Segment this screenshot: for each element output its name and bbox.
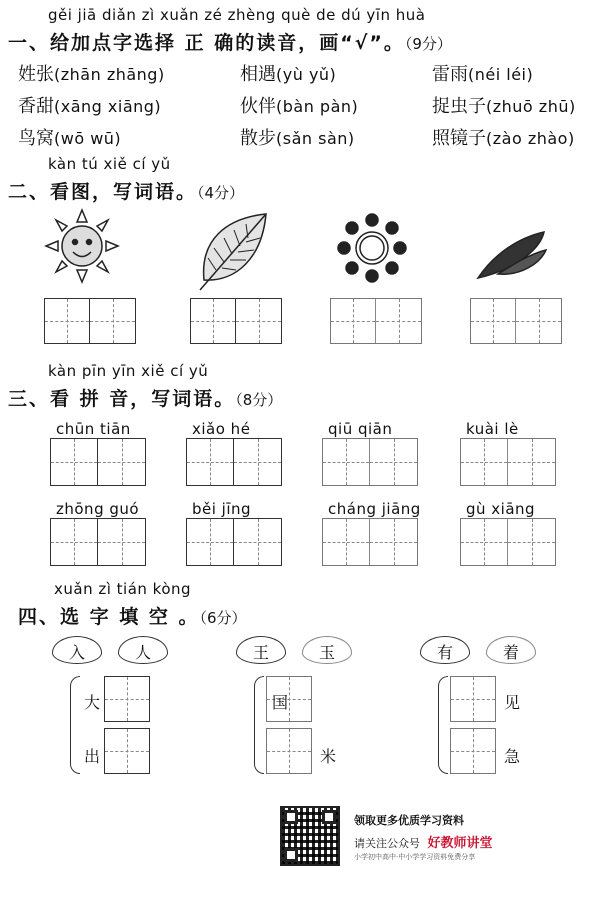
q2-answer-grid[interactable] (44, 298, 136, 344)
q2-pinyin-header: kàn tú xiě cí yǔ (48, 155, 171, 173)
q3-answer-grid[interactable] (186, 438, 282, 486)
q3-pinyin-header: kàn pīn yīn xiě cí yǔ (48, 362, 209, 380)
q1-word: 伙伴 (240, 96, 276, 117)
grid-cell[interactable] (191, 299, 236, 343)
q3-answer-grid[interactable] (50, 438, 146, 486)
q3-answer-grid[interactable] (460, 438, 556, 486)
grid-cell[interactable] (376, 299, 421, 343)
leaf-picture (196, 210, 272, 292)
q2-answer-grid[interactable] (330, 298, 422, 344)
q1-pinyin-options[interactable]: (zhān zhāng) (54, 65, 165, 84)
q1-item (18, 92, 161, 118)
grid-cell[interactable] (234, 439, 281, 485)
q2-answer-grid[interactable] (190, 298, 282, 344)
grid-cell[interactable] (331, 299, 376, 343)
given-char: 米 (320, 747, 337, 766)
option-char: 人 (134, 643, 151, 662)
grid-cell[interactable] (105, 677, 149, 721)
grid-cell[interactable] (323, 439, 370, 485)
q1-pinyin-options[interactable]: (néi léi) (468, 65, 534, 84)
q1-word: 相遇 (240, 64, 276, 85)
footer-line2-wrap (354, 832, 493, 851)
grid-cell[interactable] (51, 519, 98, 565)
q1-pinyin-header: gěi jiā diǎn zì xuǎn zé zhèng què de dú yīn huà (48, 6, 426, 24)
grid-cell[interactable] (236, 299, 281, 343)
grid-cell[interactable] (370, 519, 417, 565)
q1-pinyin-options[interactable]: (wō wū) (54, 129, 122, 148)
q4-pinyin-header: xuǎn zì tián kòng (54, 580, 192, 598)
option-leaf[interactable] (118, 636, 168, 664)
footer-line3: 小学初中高中·中小学学习资料免费分享 (354, 853, 476, 861)
q3-word-pinyin: cháng jiāng (328, 500, 421, 518)
qr-code (280, 806, 340, 866)
q3-answer-grid[interactable] (460, 518, 556, 566)
q4-answer-box[interactable] (266, 728, 312, 774)
q2-title (8, 177, 244, 204)
q3-answer-grid[interactable] (322, 518, 418, 566)
grid-cell[interactable] (451, 677, 495, 721)
q1-word: 照镜子 (432, 128, 486, 149)
q3-answer-grid[interactable] (50, 518, 146, 566)
q1-pinyin-options[interactable]: (bàn pàn) (276, 97, 359, 116)
option-leaf[interactable] (302, 636, 352, 664)
option-char: 玉 (318, 643, 335, 662)
q1-item (240, 124, 355, 150)
q1-item (240, 92, 358, 118)
q4-score: （6分） (199, 609, 247, 627)
footer-brand: 好教师讲堂 (427, 836, 493, 851)
given-char: 国 (272, 693, 289, 712)
q2-answer-grid[interactable] (470, 298, 562, 344)
option-leaf[interactable] (52, 636, 102, 664)
grid-cell[interactable] (508, 439, 555, 485)
group-bracket (254, 676, 264, 774)
q1-pinyin-options[interactable]: (zào zhào) (486, 129, 575, 148)
q3-answer-grid[interactable] (322, 438, 418, 486)
q1-title (8, 28, 452, 55)
grid-cell[interactable] (323, 519, 370, 565)
grid-cell[interactable] (90, 299, 135, 343)
option-char: 着 (502, 643, 519, 662)
grid-cell[interactable] (98, 519, 145, 565)
q3-word-pinyin: zhōng guó (56, 500, 140, 518)
q3-title-text: 三、看 拼 音，写词语。 (8, 388, 236, 410)
option-char: 有 (436, 643, 453, 662)
q1-word: 鸟窝 (18, 128, 54, 149)
given-char: 大 (84, 693, 101, 712)
q1-pinyin-options[interactable]: (yù yǔ) (276, 65, 337, 84)
q1-item (240, 60, 336, 86)
q1-word: 香甜 (18, 96, 54, 117)
q1-item (432, 92, 576, 118)
q1-pinyin-options[interactable]: (sǎn sàn) (276, 129, 355, 148)
q1-word: 散步 (240, 128, 276, 149)
snowflake-picture (334, 210, 410, 286)
q3-word-pinyin: qiū qiān (328, 420, 393, 438)
sun-picture (42, 206, 122, 286)
grid-cell[interactable] (267, 729, 311, 773)
option-char: 王 (252, 643, 269, 662)
grid-cell[interactable] (51, 439, 98, 485)
grid-cell[interactable] (98, 439, 145, 485)
q1-pinyin-options[interactable]: (xāng xiāng) (54, 97, 162, 116)
grid-cell[interactable] (370, 439, 417, 485)
grid-cell[interactable] (187, 439, 234, 485)
q1-item (432, 60, 533, 86)
grid-cell[interactable] (45, 299, 90, 343)
q4-answer-box[interactable] (450, 676, 496, 722)
grid-cell[interactable] (461, 439, 508, 485)
grid-cell[interactable] (187, 519, 234, 565)
q3-word-pinyin: gù xiāng (466, 500, 536, 518)
q4-answer-box[interactable] (450, 728, 496, 774)
option-char: 入 (68, 643, 85, 662)
grid-cell[interactable] (234, 519, 281, 565)
q3-word-pinyin: chūn tiān (56, 420, 131, 438)
given-char: 出 (84, 747, 101, 766)
q1-word: 姓张 (18, 64, 54, 85)
grid-cell[interactable] (508, 519, 555, 565)
q2-title-text: 二、看图，写词语。 (8, 181, 198, 203)
q4-title-text: 四、选 字 填 空 。 (18, 606, 200, 628)
given-char: 见 (504, 693, 521, 712)
footer-line2: 请关注公众号 (354, 837, 420, 850)
q1-pinyin-options[interactable]: (zhuō zhū) (486, 97, 576, 116)
group-bracket (438, 676, 448, 774)
q1-score: （9分） (404, 35, 452, 53)
q3-title (8, 384, 282, 411)
q4-answer-box[interactable] (104, 728, 150, 774)
q1-item (18, 60, 165, 86)
q2-score: （4分） (197, 184, 245, 202)
grid-cell[interactable] (471, 299, 516, 343)
q3-score: （8分） (235, 391, 283, 409)
q3-word-pinyin: kuài lè (466, 420, 519, 438)
option-leaf[interactable] (486, 636, 536, 664)
q1-word: 捉虫子 (432, 96, 486, 117)
footer-line1: 领取更多优质学习资料 (354, 814, 464, 827)
grid-cell[interactable] (516, 299, 561, 343)
bean-pod-picture (474, 224, 550, 284)
q3-word-pinyin: běi jīng (192, 500, 252, 518)
q4-answer-box[interactable] (104, 676, 150, 722)
given-char: 急 (504, 747, 521, 766)
option-leaf[interactable] (420, 636, 470, 664)
group-bracket (70, 676, 80, 774)
q1-title-text: 一、给加点字选择 正 确的读音，画“√”。 (8, 32, 405, 54)
q4-title (18, 602, 247, 629)
q1-item (432, 124, 575, 150)
grid-cell[interactable] (461, 519, 508, 565)
q1-item (18, 124, 121, 150)
q3-word-pinyin: xiǎo hé (192, 420, 251, 438)
q3-answer-grid[interactable] (186, 518, 282, 566)
q1-word: 雷雨 (432, 64, 468, 85)
option-leaf[interactable] (236, 636, 286, 664)
grid-cell[interactable] (105, 729, 149, 773)
grid-cell[interactable] (451, 729, 495, 773)
